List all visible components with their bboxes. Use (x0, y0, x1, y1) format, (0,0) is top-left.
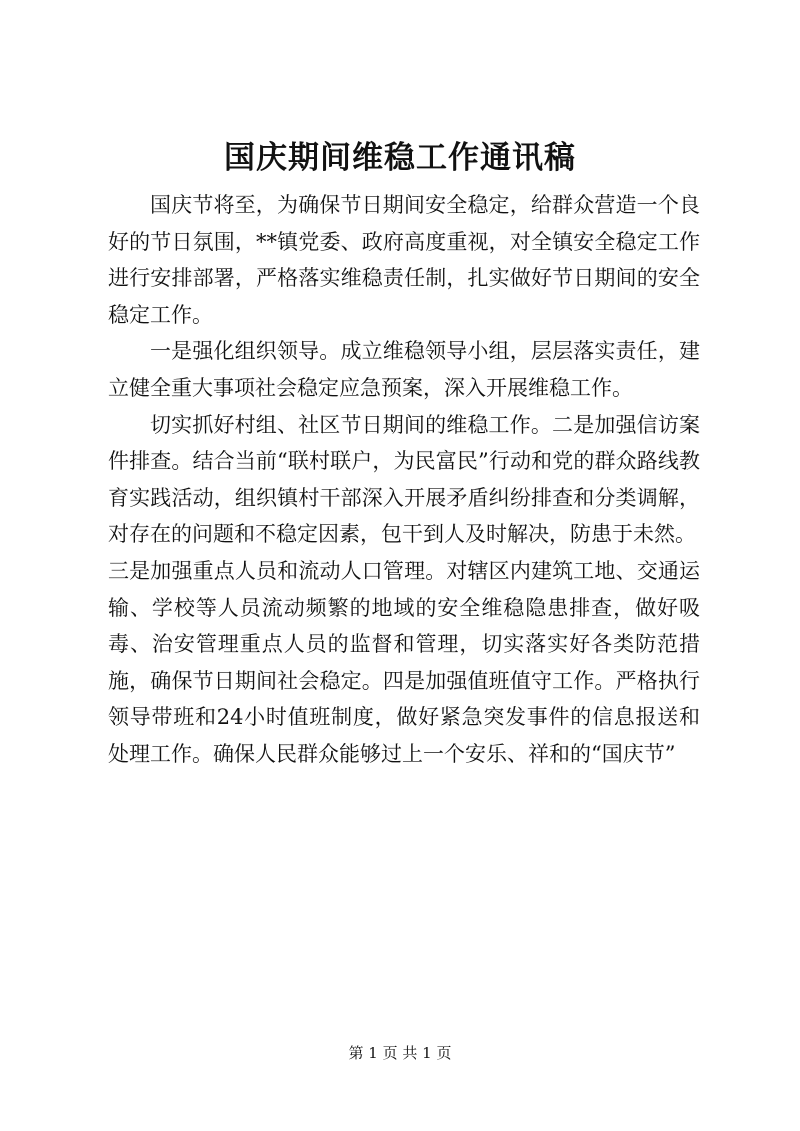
document-title: 国庆期间维稳工作通讯稿 (224, 140, 576, 176)
paragraph-personnel: 三是加强重点人员和流动人口管理。对辖区内建筑工地、交通运输、学校等人员流动频繁的地域的安全维稳隐患排查，做好吸毒、治安管理重点人员的监督和管理，切实落实好各类防范措施，确保节日期间社会稳定。四是加强值班值守工作。严格执行领导带班和24小时值班制度，做好紧急突发事件的信息报送和处理工作。确保人民群众能够过上一个安乐、祥和的“国庆节” (108, 558, 700, 766)
paragraph-organization: 一是强化组织领导。成立维稳领导小组，层层落实责任，建立健全重大事项社会稳定应急预案，深入开展维稳工作。 (108, 339, 700, 400)
page-footer: 第 1 页 共 1 页 (348, 1044, 452, 1062)
paragraph-intro: 国庆节将至，为确保节日期间安全稳定，给群众营造一个良好的节日氛围，**镇党委、政府高度重视，对全镇安全稳定工作进行安排部署，严格落实维稳责任制，扎实做好节日期间的安全稳定工作。 (108, 193, 700, 327)
paragraph-petition: 切实抓好村组、社区节日期间的维稳工作。二是加强信访案件排查。结合当前“联村联户，为民富民”行动和党的群众路线教育实践活动，组织镇村干部深入开展矛盾纠纷排查和分类调解，对存在的问题和不稳定因素，包干到人及时解决，防患于未然。 (108, 412, 700, 547)
document-body (108, 187, 700, 773)
